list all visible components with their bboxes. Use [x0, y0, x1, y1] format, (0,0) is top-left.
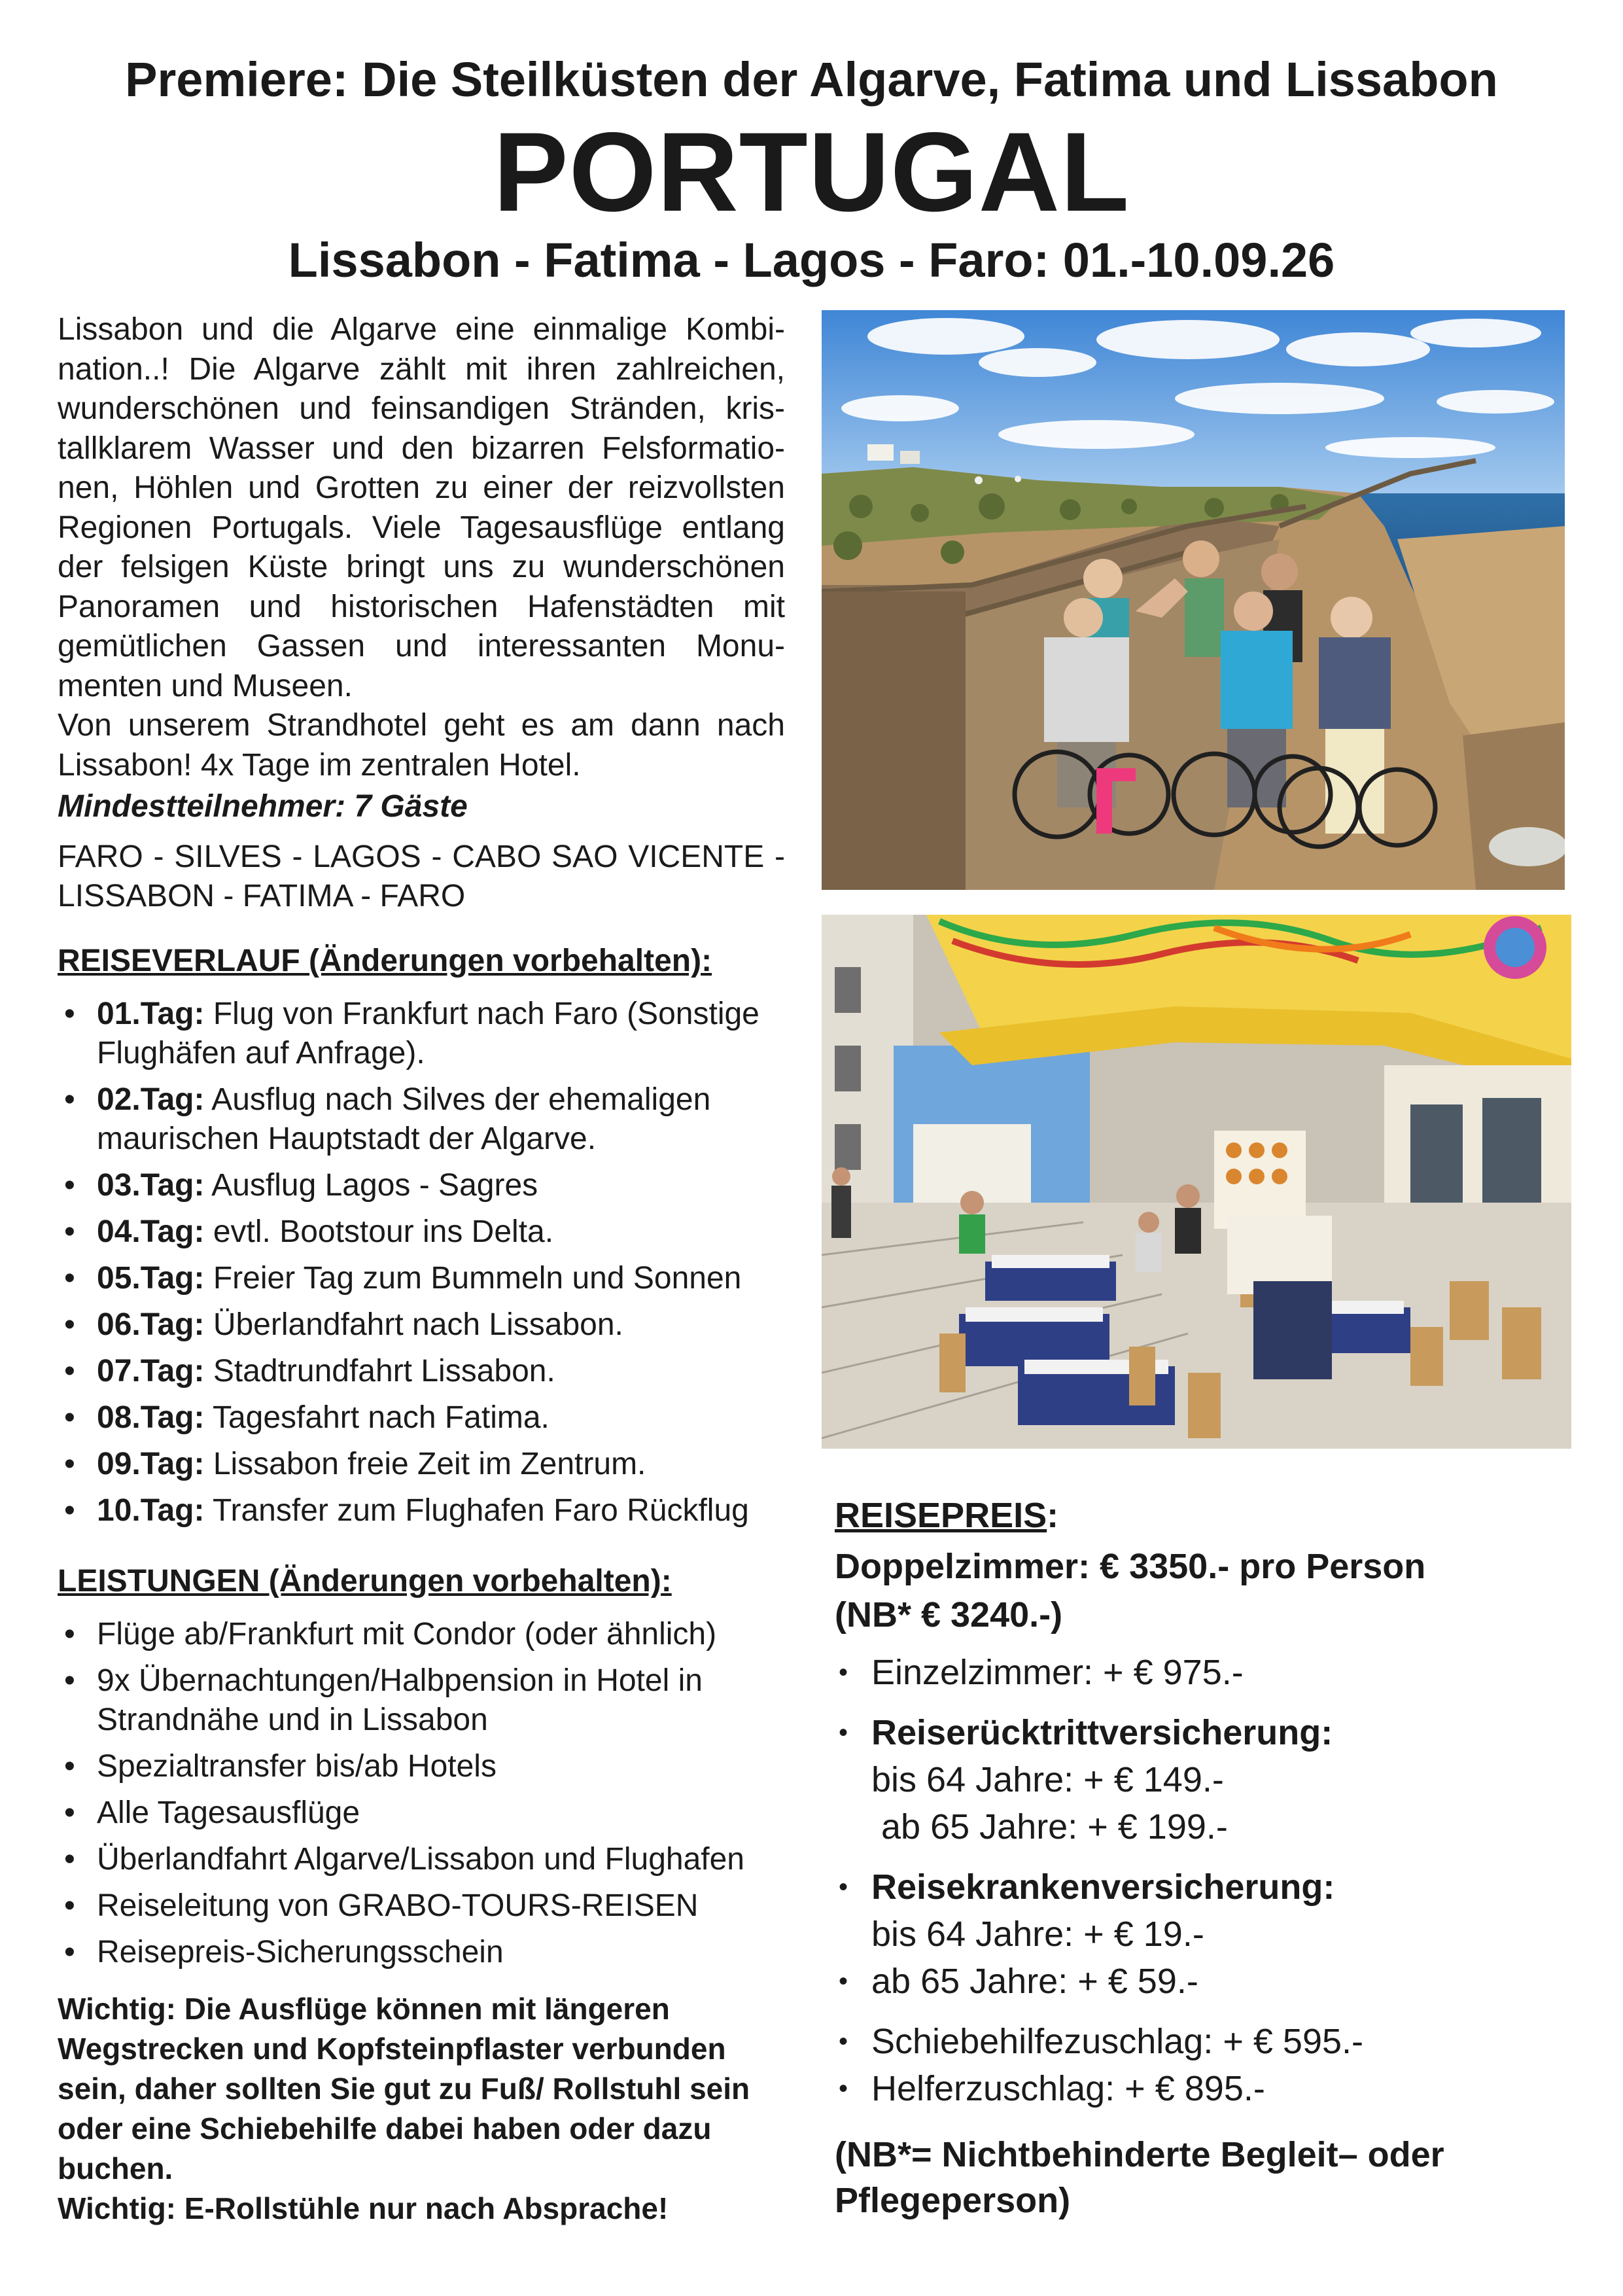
itinerary-text: Überlandfahrt nach Lissabon.: [204, 1307, 623, 1342]
itinerary-item: [58, 1166, 797, 1205]
bullet-icon: •: [839, 2074, 848, 2103]
bullet-icon: •: [64, 1168, 75, 1203]
itinerary-text: Lissabon freie Zeit im Zentrum.: [204, 1447, 646, 1481]
service-text: Überlandfahrt Algarve/Lissabon und Flughafen: [97, 1842, 744, 1877]
price-heading-text: REISEPREIS: [835, 1496, 1047, 1535]
bullet-icon: •: [64, 1400, 75, 1435]
bullet-icon: •: [64, 1663, 75, 1698]
price-double-room-nb: (NB* € 3240.-): [835, 1595, 1063, 1634]
important-note-2: Wichtig: E-Rollstühle nur nach Absprache!: [58, 2191, 669, 2225]
price-item-health: [835, 1863, 1587, 1958]
itinerary-day: 03.Tag:: [97, 1168, 205, 1203]
photo-coastal-boardwalk: [822, 310, 1565, 890]
intro-paragraph-1: Lissabon und die Algarve eine einmalige Kombination..! Die Algarve zählt mit ihren zahlreichen, wunderschönen und feinsandigen Stränden, kristallklarem Wasser und den bizarren Felsformationen, Höhlen und Grotten zu einer der reizvollsten Regionen Portugals. Viele Tagesausflüge entlang der felsigen Küste bringt uns zu wunderschönen Panoramen und historischen Hafenstädten mit gemütlichen Gassen und interessanten Monumenten und Museen.: [58, 312, 785, 703]
bullet-icon: •: [64, 1842, 75, 1877]
bullet-icon: •: [839, 1873, 848, 1901]
price-cancel-title: Reiserücktrittversicherung:: [871, 1713, 1333, 1752]
price-single: Einzelzimmer: + € 975.-: [871, 1653, 1244, 1692]
photo-street-cafe: [822, 915, 1571, 1449]
itinerary-text: Flug von Frankfurt nach Faro (Sonstige Flughäfen auf Anfrage).: [97, 997, 759, 1070]
itinerary-text: Stadtrundfahrt Lissabon.: [204, 1354, 555, 1388]
bullet-icon: •: [839, 1967, 848, 1996]
important-notes: [58, 1989, 785, 2229]
bullet-icon: •: [64, 1888, 75, 1923]
itinerary-item: [58, 1445, 797, 1484]
itinerary-list: [58, 995, 797, 1538]
bullet-icon: •: [64, 1795, 75, 1830]
itinerary-item: [58, 1491, 797, 1530]
price-cancel-under64: bis 64 Jahre: + € 149.-: [871, 1760, 1224, 1799]
itinerary-day: 10.Tag:: [97, 1493, 205, 1528]
price-item-helper: [835, 2065, 1587, 2112]
price-list: [835, 1649, 1587, 2112]
service-text: 9x Übernachtungen/Halbpension in Hotel in Strandnähe und in Lissabon: [97, 1663, 703, 1737]
itinerary-text: evtl. Bootstour ins Delta.: [204, 1214, 554, 1249]
service-item: [58, 1747, 797, 1786]
service-item: [58, 1793, 797, 1833]
service-item: [58, 1661, 797, 1740]
price-cancel-over65: ab 65 Jahre: + € 199.-: [871, 1807, 1228, 1846]
price-health-under64: bis 64 Jahre: + € 19.-: [871, 1915, 1204, 1954]
service-text: Reisepreis-Sicherungsschein: [97, 1935, 504, 1969]
price-item-cancellation: [835, 1709, 1587, 1850]
bullet-icon: •: [64, 1354, 75, 1388]
itinerary-item: [58, 1352, 797, 1391]
bullet-icon: •: [839, 2027, 848, 2056]
itinerary-day: 06.Tag:: [97, 1307, 205, 1342]
bullet-icon: •: [64, 1214, 75, 1249]
itinerary-day: 07.Tag:: [97, 1354, 205, 1388]
itinerary-heading: REISEVERLAUF (Änderungen vorbehalten):: [58, 944, 712, 978]
bullet-icon: •: [64, 1749, 75, 1784]
itinerary-item: [58, 1080, 797, 1159]
header-subtitle: Premiere: Die Steilküsten der Algarve, Fatima und Lissabon: [125, 52, 1498, 107]
bullet-icon: •: [64, 1493, 75, 1528]
itinerary-day: 01.Tag:: [97, 997, 205, 1031]
bullet-icon: •: [64, 1082, 75, 1117]
price-item-push-aid: [835, 2018, 1587, 2065]
itinerary-text: Transfer zum Flughafen Faro Rückflug: [204, 1493, 749, 1528]
itinerary-text: Ausflug Lagos - Sagres: [204, 1168, 538, 1203]
bullet-icon: •: [64, 1617, 75, 1651]
itinerary-text: Tagesfahrt nach Fatima.: [204, 1400, 550, 1435]
itinerary-item: [58, 1212, 797, 1252]
bullet-icon: •: [839, 1658, 848, 1687]
important-note-1: Wichtig: Die Ausflüge können mit längeren Wegstrecken und Kopfsteinpflaster verbunden sein, daher sollten Sie gut zu Fuß/ Rollstuhl sein oder eine Schiebehilfe dabei haben oder dazu buchen.: [58, 1992, 750, 2185]
service-item: [58, 1933, 797, 1972]
tour-stops: FARO - SILVES - LAGOS - CABO SAO VICENTE - LISSABON - FATIMA - FARO: [58, 839, 785, 913]
price-double-room: Doppelzimmer: € 3350.- pro Person: [835, 1547, 1426, 1586]
price-health-title: Reisekrankenversicherung:: [871, 1867, 1335, 1907]
photo-coastal-boardwalk-image: [822, 310, 1565, 890]
price-helper: Helferzuschlag: + € 895.-: [871, 2069, 1265, 2108]
itinerary-item: [58, 1398, 797, 1438]
itinerary-item: [58, 1305, 797, 1345]
service-item: [58, 1886, 797, 1926]
itinerary-item: [58, 1259, 797, 1298]
itinerary-day: 04.Tag:: [97, 1214, 205, 1249]
price-heading: [835, 1493, 1058, 1538]
itinerary-text: Ausflug nach Silves der ehemaligen maurischen Hauptstadt der Algarve.: [97, 1082, 711, 1156]
service-text: Alle Tagesausflüge: [97, 1795, 360, 1830]
itinerary-day: 08.Tag:: [97, 1400, 205, 1435]
service-item: [58, 1840, 797, 1879]
itinerary-day: 05.Tag:: [97, 1261, 205, 1296]
service-text: Flüge ab/Frankfurt mit Condor (oder ähnlich): [97, 1617, 717, 1651]
intro-paragraph-2: Von unserem Strandhotel geht es am dann nach Lissabon! 4x Tage im zentralen Hotel.: [58, 708, 785, 783]
min-participants: Mindestteilnehmer: 7 Gäste: [58, 789, 468, 824]
service-item: [58, 1615, 797, 1654]
bullet-icon: •: [64, 1447, 75, 1481]
bullet-icon: •: [64, 1307, 75, 1342]
bullet-icon: •: [64, 997, 75, 1031]
services-heading: LEISTUNGEN (Änderungen vorbehalten):: [58, 1564, 672, 1598]
price-item-single: [835, 1649, 1587, 1696]
route-dates: Lissabon - Fatima - Lagos - Faro: 01.-10.09.26: [288, 233, 1335, 287]
price-heading-colon: :: [1047, 1496, 1059, 1535]
itinerary-item: [58, 995, 797, 1073]
price-push-aid: Schiebehilfezuschlag: + € 595.-: [871, 2022, 1363, 2061]
bullet-icon: •: [64, 1935, 75, 1969]
photo-street-cafe-image: [822, 915, 1571, 1449]
price-footnote: (NB*= Nichtbehinderte Begleit– oder Pflegeperson): [835, 2135, 1444, 2220]
bullet-icon: •: [64, 1261, 75, 1296]
service-text: Reiseleitung von GRABO-TOURS-REISEN: [97, 1888, 699, 1923]
itinerary-day: 02.Tag:: [97, 1082, 205, 1117]
price-item-health-over65: [835, 1958, 1587, 2005]
services-list: [58, 1615, 797, 1979]
service-text: Spezialtransfer bis/ab Hotels: [97, 1749, 497, 1784]
price-health-over65: ab 65 Jahre: + € 59.-: [871, 1962, 1198, 2001]
page-title: PORTUGAL: [493, 109, 1130, 235]
bullet-icon: •: [839, 1718, 848, 1747]
itinerary-day: 09.Tag:: [97, 1447, 205, 1481]
intro-text: [58, 310, 785, 785]
itinerary-text: Freier Tag zum Bummeln und Sonnen: [204, 1261, 742, 1296]
